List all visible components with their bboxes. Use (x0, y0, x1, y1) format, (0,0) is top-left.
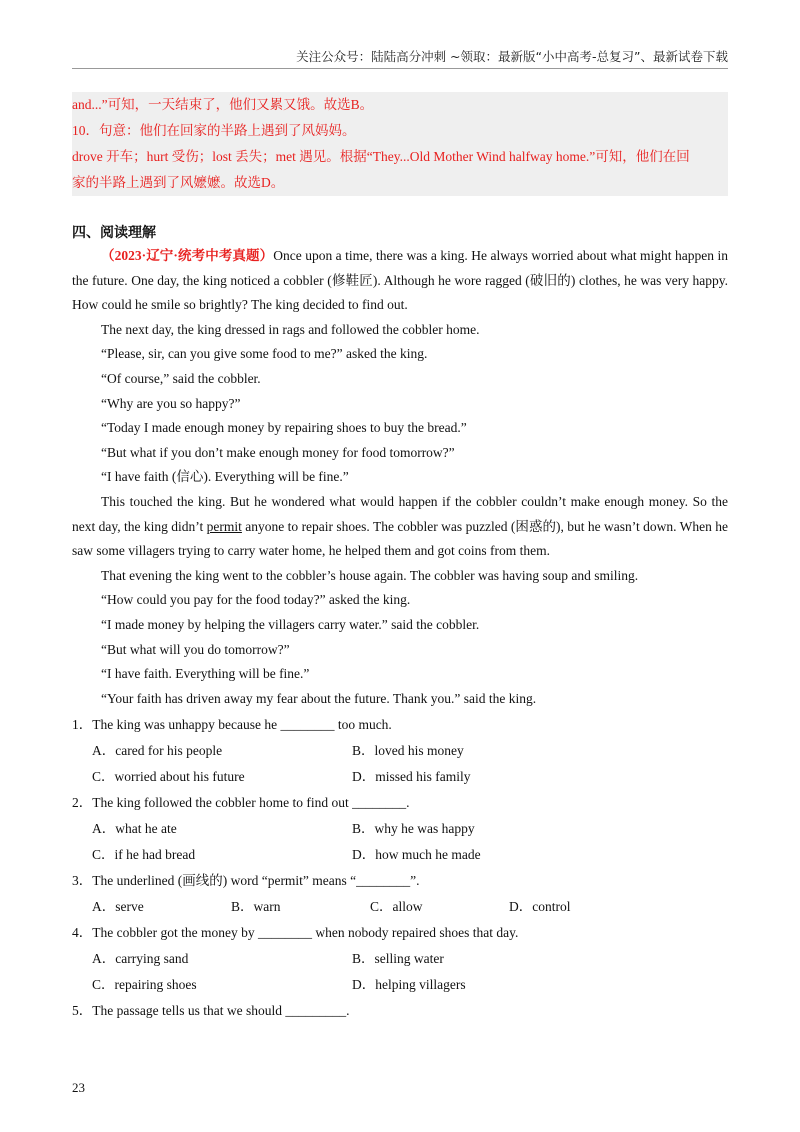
question-stem: 1．The king was unhappy because he ________ too much. (72, 717, 392, 732)
question-3 (72, 868, 728, 920)
option-a: A．what he ate (92, 821, 177, 836)
question-stem: 2．The king followed the cobbler home to find out ________. (72, 795, 410, 810)
passage-source: （2023·辽宁·统考中考真题） (101, 248, 274, 263)
passage-paragraph: “Your faith has driven away my fear about the future. Thank you.” said the king. (101, 690, 537, 706)
option-group (72, 738, 728, 790)
answer-line: 家的半路上遇到了风嬷嬷。故选D。 (72, 175, 285, 190)
answer-line: 10．句意：他们在回家的半路上遇到了风妈妈。 (72, 123, 356, 138)
passage-paragraph: The next day, the king dressed in rags and followed the cobbler home. (101, 321, 480, 337)
reading-passage (72, 244, 728, 711)
passage-paragraph: “Today I made enough money by repairing shoes to buy the bread.” (101, 420, 467, 436)
option-d: D．control (509, 899, 571, 914)
passage-paragraph: “Please, sir, can you give some food to me?” asked the king. (101, 346, 428, 362)
question-4 (72, 920, 728, 998)
question-5 (72, 998, 728, 1024)
option-group (72, 816, 728, 868)
passage-paragraph: This touched the king. But he wondered what would happen if the cobbler couldn’t make enough money. So the next day, the king didn’t permit anyone to repair shoes. The cobbler was puzzled (困惑的), but he wasn’t down. When he saw some villagers trying to carry water home, he helped them and got coins from them. (72, 493, 729, 559)
passage-paragraph: That evening the king went to the cobbler’s house again. The cobbler was having soup and smiling. (101, 567, 639, 583)
option-b: B．why he was happy (352, 821, 475, 836)
answer-line: and...”可知，一天结束了，他们又累又饿。故选B。 (72, 97, 374, 112)
passage-paragraph: “Why are you so happy?” (101, 395, 241, 411)
question-stem: 4．The cobbler got the money by ________ when nobody repaired shoes that day. (72, 925, 519, 940)
page-number: 23 (72, 1080, 85, 1095)
passage-paragraph: “I have faith. Everything will be fine.” (101, 666, 310, 682)
question-list (72, 712, 728, 1024)
option-b: B．selling water (352, 951, 444, 966)
passage-paragraph: “I have faith (信心). Everything will be fine.” (101, 469, 349, 485)
question-1 (72, 712, 728, 790)
option-group (72, 946, 728, 998)
option-b: B．warn (231, 899, 281, 914)
option-group (72, 894, 728, 920)
option-a: A．cared for his people (92, 743, 223, 758)
option-c: C．repairing shoes (92, 977, 197, 992)
underlined-word: permit (206, 518, 242, 534)
passage-paragraph: “I made money by helping the villagers carry water.” said the cobbler. (101, 616, 480, 632)
passage-paragraph: “But what will you do tomorrow?” (101, 641, 290, 657)
passage-paragraph: “But what if you don’t make enough money for food tomorrow?” (101, 444, 455, 460)
page-header: 关注公众号：陆陆高分冲刺 ~领取：最新版“小中高考-总复习”、最新试卷下载 (296, 49, 728, 64)
answer-line: drove 开车；hurt 受伤；lost 丢失；met 遇见。根据“They...Old Mother Wind halfway home.”可知，他们在回 (72, 149, 690, 164)
option-c: C．worried about his future (92, 769, 245, 784)
header-divider (72, 68, 728, 69)
option-a: A．carrying sand (92, 951, 189, 966)
question-2 (72, 790, 728, 868)
question-stem: 3．The underlined (画线的) word “permit” means “________”. (72, 873, 420, 888)
passage-paragraph: “How could you pay for the food today?” asked the king. (101, 592, 411, 608)
section-title: 四、阅读理解 (72, 225, 156, 241)
option-b: B．loved his money (352, 743, 464, 758)
option-a: A．serve (92, 899, 144, 914)
option-c: C．if he had bread (92, 847, 196, 862)
option-c: C．allow (370, 899, 423, 914)
option-d: D．missed his family (352, 769, 471, 784)
option-d: D．helping villagers (352, 977, 466, 992)
answer-explanation-box (72, 92, 728, 196)
passage-paragraph: （2023·辽宁·统考中考真题）Once upon a time, there was a king. He always worried about what might happen in the future. One day, the king noticed a cobbler (修鞋匠). Although he wore ragged (破旧的) clothes, he was very happy. How could he smile so brightly? The king decided to find out. (72, 248, 728, 313)
passage-paragraph: “Of course,” said the cobbler. (101, 370, 261, 386)
option-d: D．how much he made (352, 847, 481, 862)
question-stem: 5．The passage tells us that we should _________. (72, 1003, 350, 1018)
